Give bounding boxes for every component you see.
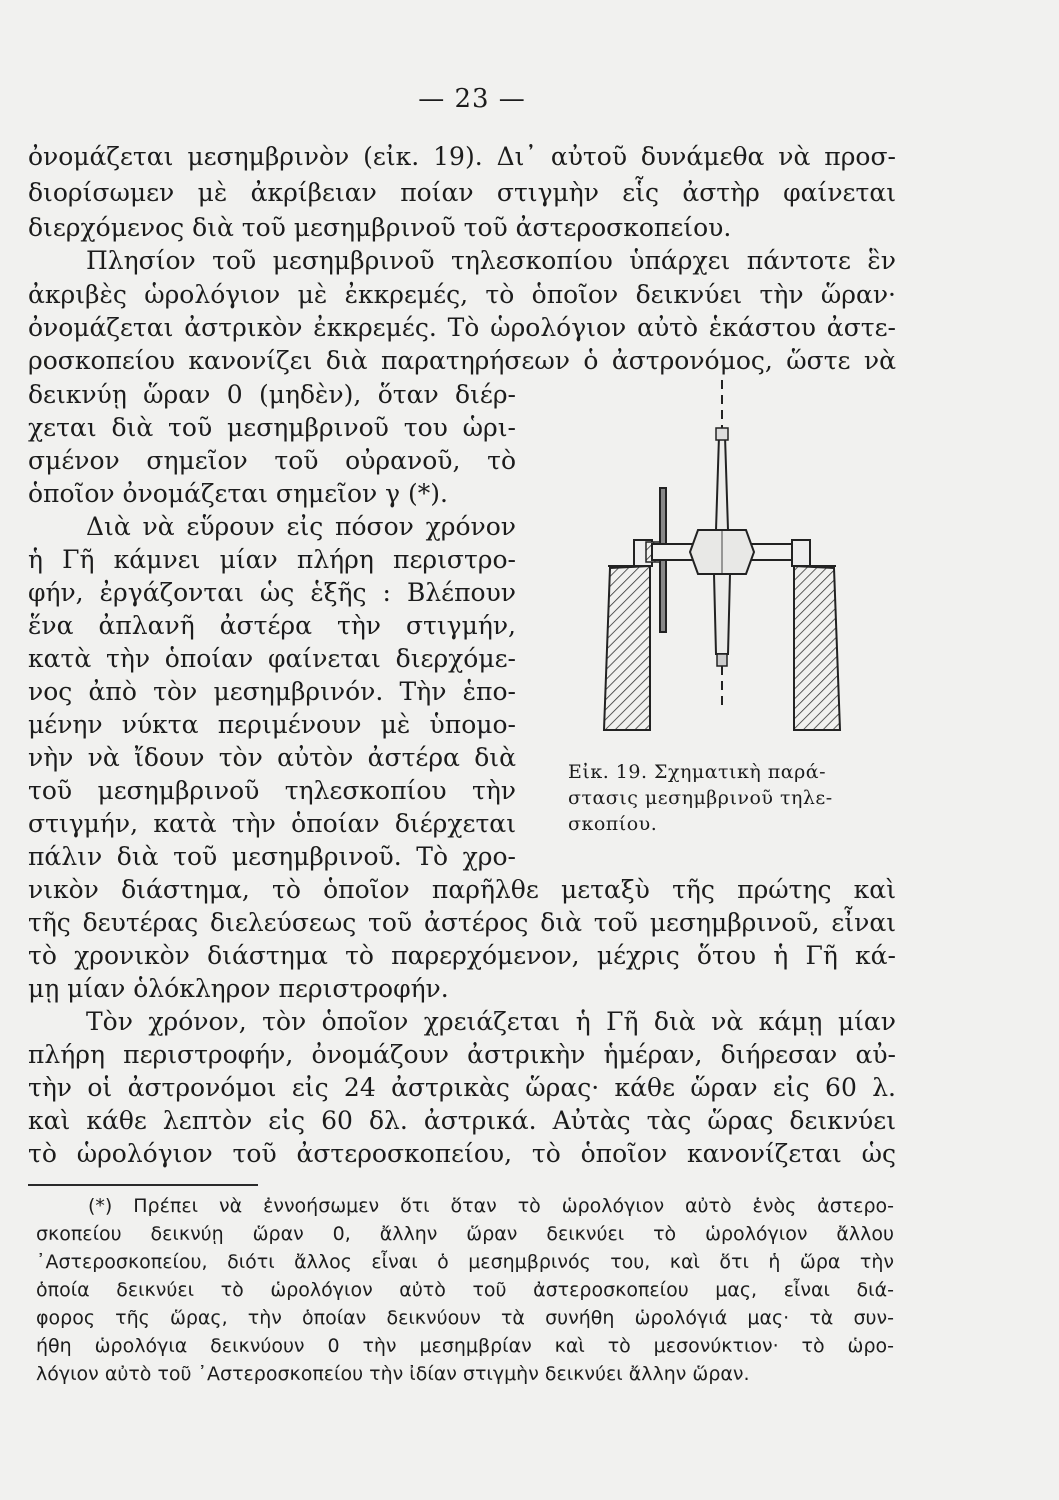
text-line: ἕνα ἀπλανῆ ἀστέρα τὴν στιγμήν,	[28, 611, 516, 640]
footnote-line: ὁποία δεικνύει τὸ ὡρολόγιον αὐτὸ τοῦ ἀστεροσκοπείου μας, εἶναι διά-	[36, 1279, 894, 1301]
text-line: τοῦ μεσημβρινοῦ τηλεσκοπίου τὴν	[28, 776, 516, 805]
text-line: διερχόμενος διὰ τοῦ μεσημβρινοῦ τοῦ ἀστεροσκοπείου.	[28, 213, 732, 242]
text-line: Διὰ νὰ εὕρουν εἰς πόσον χρόνον	[86, 512, 516, 541]
text-line: τῆς δευτέρας διελεύσεως τοῦ ἀστέρος διὰ τοῦ μεσημβρινοῦ, εἶναι	[28, 908, 896, 937]
text-line: διορίσωμεν μὲ ἀκρίβειαν ποίαν στιγμὴν εἷς ἀστὴρ φαίνεται	[28, 178, 896, 207]
text-line: ἀκριβὲς ὡρολόγιον μὲ ἐκκρεμές, τὸ ὁποῖον δεικνύει τὴν ὥραν·	[28, 280, 896, 309]
text-line: τὴν οἱ ἀστρονόμοι εἰς 24 ἀστρικὰς ὥρας· κάθε ὥραν εἰς 60 λ.	[28, 1073, 896, 1102]
page-number: — 23 —	[418, 84, 526, 114]
text-line: ἡ Γῆ κάμνει μίαν πλήρη περιστρο-	[28, 545, 516, 574]
caption-line: στασις μεσημβρινοῦ τηλε-	[568, 787, 833, 809]
text-line: νὴν νὰ ἴδουν τὸν αὐτὸν ἀστέρα διὰ	[28, 743, 516, 772]
footnote-line: σκοπείου δεικνύῃ ὥραν 0, ἄλλην ὥραν δεικνύει τὸ ὡρολόγιον ἄλλου	[36, 1223, 894, 1245]
footnote-line: (*) Πρέπει νὰ ἐννοήσωμεν ὅτι ὅταν τὸ ὡρολόγιον αὐτὸ ἑνὸς ἀστερο-	[88, 1195, 894, 1217]
text-line: μένην νύκτα περιμένουν μὲ ὑπομο-	[28, 710, 516, 739]
text-line: χεται διὰ τοῦ μεσημβρινοῦ του ὡρι-	[28, 413, 516, 442]
text-line: ὁποῖον ὀνομάζεται σημεῖον γ (*).	[28, 479, 449, 508]
footnote-line: ᾿Αστεροσκοπείου, διότι ἄλλος εἶναι ὁ μεσημβρινός του, καὶ ὅτι ἡ ὥρα τὴν	[36, 1251, 894, 1273]
text-line: τὸ ὡρολόγιον τοῦ ἀστεροσκοπείου, τὸ ὁποῖον κανονίζεται ὡς	[28, 1139, 896, 1168]
caption-line: σκοπίου.	[568, 813, 658, 835]
caption-line: Εἰκ. 19. Σχηματικὴ παρά-	[568, 761, 827, 783]
text-line: πλήρη περιστροφήν, ὀνομάζουν ἀστρικὴν ἡμέραν, διήρεσαν αὐ-	[28, 1040, 896, 1069]
text-line: σμένον σημεῖον τοῦ οὐρανοῦ, τὸ	[28, 446, 516, 475]
text-line: ὀνομάζεται μεσημβρινὸν (εἰκ. 19). Δι᾿ αὐτοῦ δυνάμεθα νὰ προσ-	[28, 142, 896, 171]
text-line: δεικνύῃ ὥραν 0 (μηδὲν), ὅταν διέρ-	[28, 380, 516, 409]
text-line: ὀνομάζεται ἀστρικὸν ἐκκρεμές. Τὸ ὡρολόγιον αὐτὸ ἑκάστου ἀστε-	[28, 313, 896, 342]
text-line: κατὰ τὴν ὁποίαν φαίνεται διερχόμε-	[28, 644, 516, 673]
text-line: μῃ μίαν ὁλόκληρον περιστροφήν.	[28, 974, 449, 1003]
text-line: φήν, ἐργάζονται ὡς ἑξῆς : Βλέπουν	[28, 578, 516, 607]
text-line: στιγμήν, κατὰ τὴν ὁποίαν διέρχεται	[28, 809, 516, 838]
footnote-line: ήθη ὡρολόγια δεικνύουν 0 τὴν μεσημβρίαν καὶ τὸ μεσονύκτιον· τὸ ὡρο-	[36, 1335, 894, 1357]
text-line: ροσκοπείου κανονίζει διὰ παρατηρήσεων ὁ ἀστρονόμος, ὥστε νὰ	[28, 346, 896, 375]
text-line: Πλησίον τοῦ μεσημβρινοῦ τηλεσκοπίου ὑπάρχει πάντοτε ἓν	[86, 246, 896, 275]
footnote-line: λόγιον αὐτὸ τοῦ ᾿Αστεροσκοπείου τὴν ἰδίαν στιγμὴν δεικνύει ἄλλην ὥραν.	[36, 1363, 750, 1385]
text-line: πάλιν διὰ τοῦ μεσημβρινοῦ. Τὸ χρο-	[28, 842, 516, 871]
telescope-tube	[716, 436, 728, 530]
text-line: καὶ κάθε λεπτὸν εἰς 60 δλ. ἀστρικά. Αὐτὰς τὰς ὥρας δεικνύει	[28, 1106, 896, 1135]
footnote-divider	[28, 1184, 258, 1186]
right-pillar	[794, 566, 840, 730]
text-line: τὸ χρονικὸν διάστημα τὸ παρερχόμενον, μέχρις ὅτου ἡ Γῆ κά-	[28, 941, 896, 970]
footnote-line: φορος τῆς ὥρας, τὴν ὁποίαν δεικνύουν τὰ συνήθη ὡρολόγιά μας· τὰ συν-	[36, 1307, 894, 1329]
text-line: νικὸν διάστημα, τὸ ὁποῖον παρῆλθε μεταξὺ τῆς πρώτης καὶ	[28, 875, 896, 904]
text-line: νος ἀπὸ τὸν μεσημβρινόν. Τὴν ἑπο-	[28, 677, 516, 706]
left-pillar	[604, 566, 650, 730]
text-line: Τὸν χρόνον, τὸν ὁποῖον χρειάζεται ἡ Γῆ διὰ νὰ κάμῃ μίαν	[86, 1007, 896, 1036]
meridian-telescope-figure	[598, 380, 888, 760]
